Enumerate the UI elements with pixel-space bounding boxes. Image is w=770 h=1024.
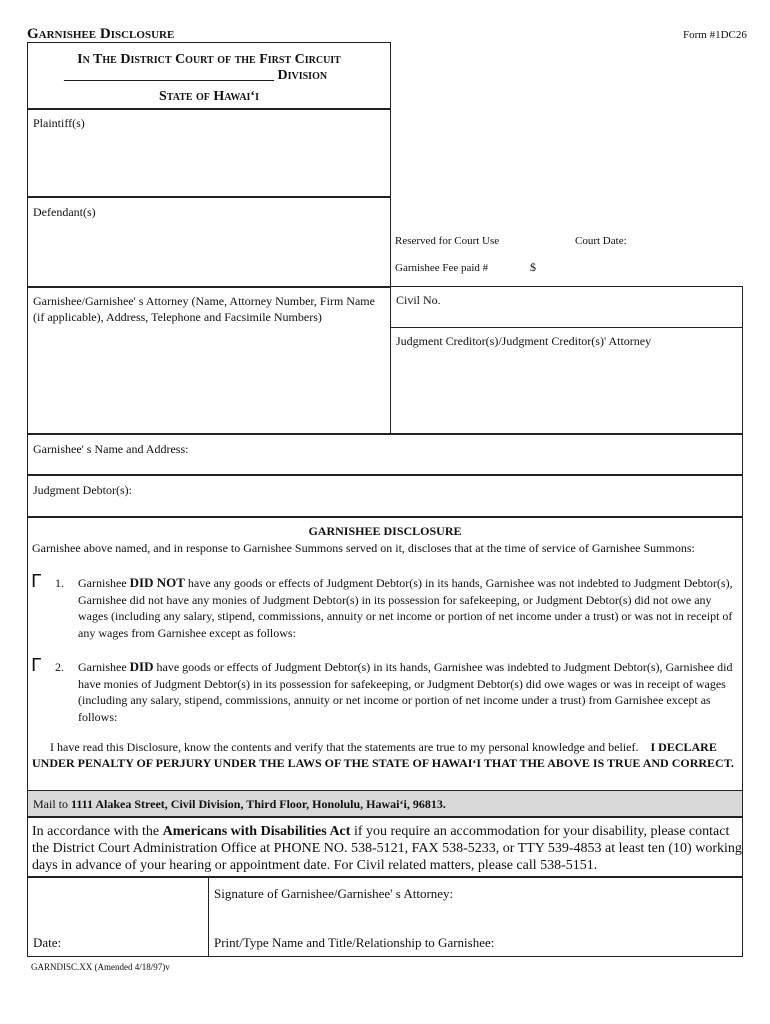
item2-text — [78, 659, 738, 725]
mail-to-text — [33, 797, 446, 812]
division-blank-line: ______________________________ — [64, 68, 274, 83]
garnishee-name-box[interactable] — [27, 433, 743, 476]
date-label: Date: — [33, 935, 62, 950]
item1-body: have any goods or effects of Judgment Debtor(s) in its hands, Garnishee was not indebted to Judgment Debtor(s), Garnishee did not have any monies of Judgment Debtor(s) in its possession for safekeeping, or Judgment Debtor(s) did not owe any wages (including any salary, stipend, commissions, annuity or net income or portion of net income under a trust) or was not in receipt of any wages from Garnishee except as follows: — [78, 576, 733, 640]
ada-pre: In accordance with the — [32, 824, 163, 839]
item2-body: have goods or effects of Judgment Debtor(s) in its hands, Garnishee was indebted to Judgment Debtor(s), Garnishee did have monies of Judgment Debtor(s) in its possession for safekeeping, or Judgment Debtor(s) did owe wages or was in receipt of wages (including any salary, stipend, commissions, annuity or net income or portion of net income under a trust) from Garnishee except as follows: — [78, 660, 733, 724]
verification-text — [32, 740, 738, 771]
signature-divider — [208, 877, 209, 956]
mail-to-bar — [27, 790, 743, 818]
perjury-declaration: I DECLARE UNDER PENALTY OF PERJURY UNDER THE LAWS OF THE STATE OF HAWAI‘I THAT THE ABOVE IS TRUE AND CORRECT. — [32, 740, 734, 770]
defendant-box[interactable] — [27, 196, 391, 288]
mail-address: 1111 Alakea Street, Civil Division, Third Floor, Honolulu, Hawai‘i, 96813. — [71, 797, 446, 811]
date-field[interactable] — [30, 879, 206, 929]
defendants-label: Defendant(s) — [33, 205, 96, 219]
ada-notice-box — [27, 816, 743, 878]
print-name-label: Print/Type Name and Title/Relationship to Garnishee: — [214, 935, 495, 950]
item2-bold: DID — [129, 659, 154, 674]
garnishee-name-label: Garnishee' s Name and Address: — [33, 442, 189, 456]
court-date-label: Court Date: — [575, 235, 627, 247]
disclosure-box — [27, 516, 743, 792]
verify-statement: I have read this Disclosure, know the contents and verify that the statements are true to my personal knowledge and belief. — [50, 740, 639, 754]
ada-notice — [32, 823, 742, 874]
item1-text — [78, 575, 738, 641]
form-title: Garnishee Disclosure — [27, 26, 175, 42]
disclosure-intro: Garnishee above named, and in response to Garnishee Summons served on it, discloses that at the time of service of Garnishee Summons: — [32, 541, 695, 555]
signature-box — [27, 876, 743, 957]
mail-prefix: Mail to — [33, 797, 71, 811]
civil-no-label: Civil No. — [396, 293, 441, 307]
attorney-label: Garnishee/Garnishee' s Attorney (Name, Attorney Number, Firm Name (if applicable), Address, Telephone and Facsimile Numbers) — [33, 294, 375, 324]
state-name: State of Hawai‘i — [159, 89, 259, 104]
judgment-debtor-label: Judgment Debtor(s): — [33, 483, 132, 497]
disclosure-heading: GARNISHEE DISCLOSURE — [308, 524, 462, 538]
item1-bold: DID NOT — [129, 575, 185, 590]
division-label: Division — [277, 68, 328, 83]
item1-pre: Garnishee — [78, 576, 130, 590]
plaintiffs-label: Plaintiff(s) — [33, 116, 85, 130]
did-checkbox[interactable]: Γ — [31, 655, 42, 676]
ada-act: Americans with Disabilities Act — [162, 824, 351, 839]
signature-label: Signature of Garnishee/Garnishee' s Attorney: — [214, 886, 454, 901]
item1-number: 1. — [55, 576, 64, 590]
ada-body: if you require an accommodation for your disability, please contact the District Court Administration Office at PHONE NO. 538-5121, FAX 538-5233, or TTY 539-4853 at least ten (10) working days in advance of your hearing or appointment date. For Civil related matters, please call 538-5151. — [32, 824, 742, 873]
fee-dollar-sign: $ — [530, 260, 536, 274]
court-caption-box — [27, 42, 391, 110]
did-not-checkbox[interactable]: Γ — [31, 571, 42, 592]
court-name: In The District Court of the First Circuit — [77, 52, 341, 67]
division-blank — [64, 68, 327, 84]
form-code: GARNDISC.XX (Amended 4/18/97)v — [31, 962, 170, 972]
item2-number: 2. — [55, 660, 64, 674]
signature-field[interactable] — [212, 905, 740, 929]
item2-pre: Garnishee — [78, 660, 130, 674]
civil-no-divider — [390, 327, 742, 328]
attorney-field[interactable] — [28, 327, 388, 432]
garnishee-fee-label: Garnishee Fee paid # — [395, 262, 489, 274]
reserved-court-use-label: Reserved for Court Use — [395, 235, 500, 247]
attorney-civil-block — [27, 286, 743, 435]
form-number: Form #1DC26 — [683, 29, 747, 41]
civil-no-field[interactable] — [468, 289, 738, 323]
attorney-divider — [390, 287, 391, 434]
plaintiff-box[interactable] — [27, 108, 391, 198]
judgment-creditor-field[interactable] — [394, 353, 738, 431]
judgment-creditor-label: Judgment Creditor(s)/Judgment Creditor(s)' Attorney — [396, 334, 652, 348]
judgment-debtor-box[interactable] — [27, 474, 743, 518]
